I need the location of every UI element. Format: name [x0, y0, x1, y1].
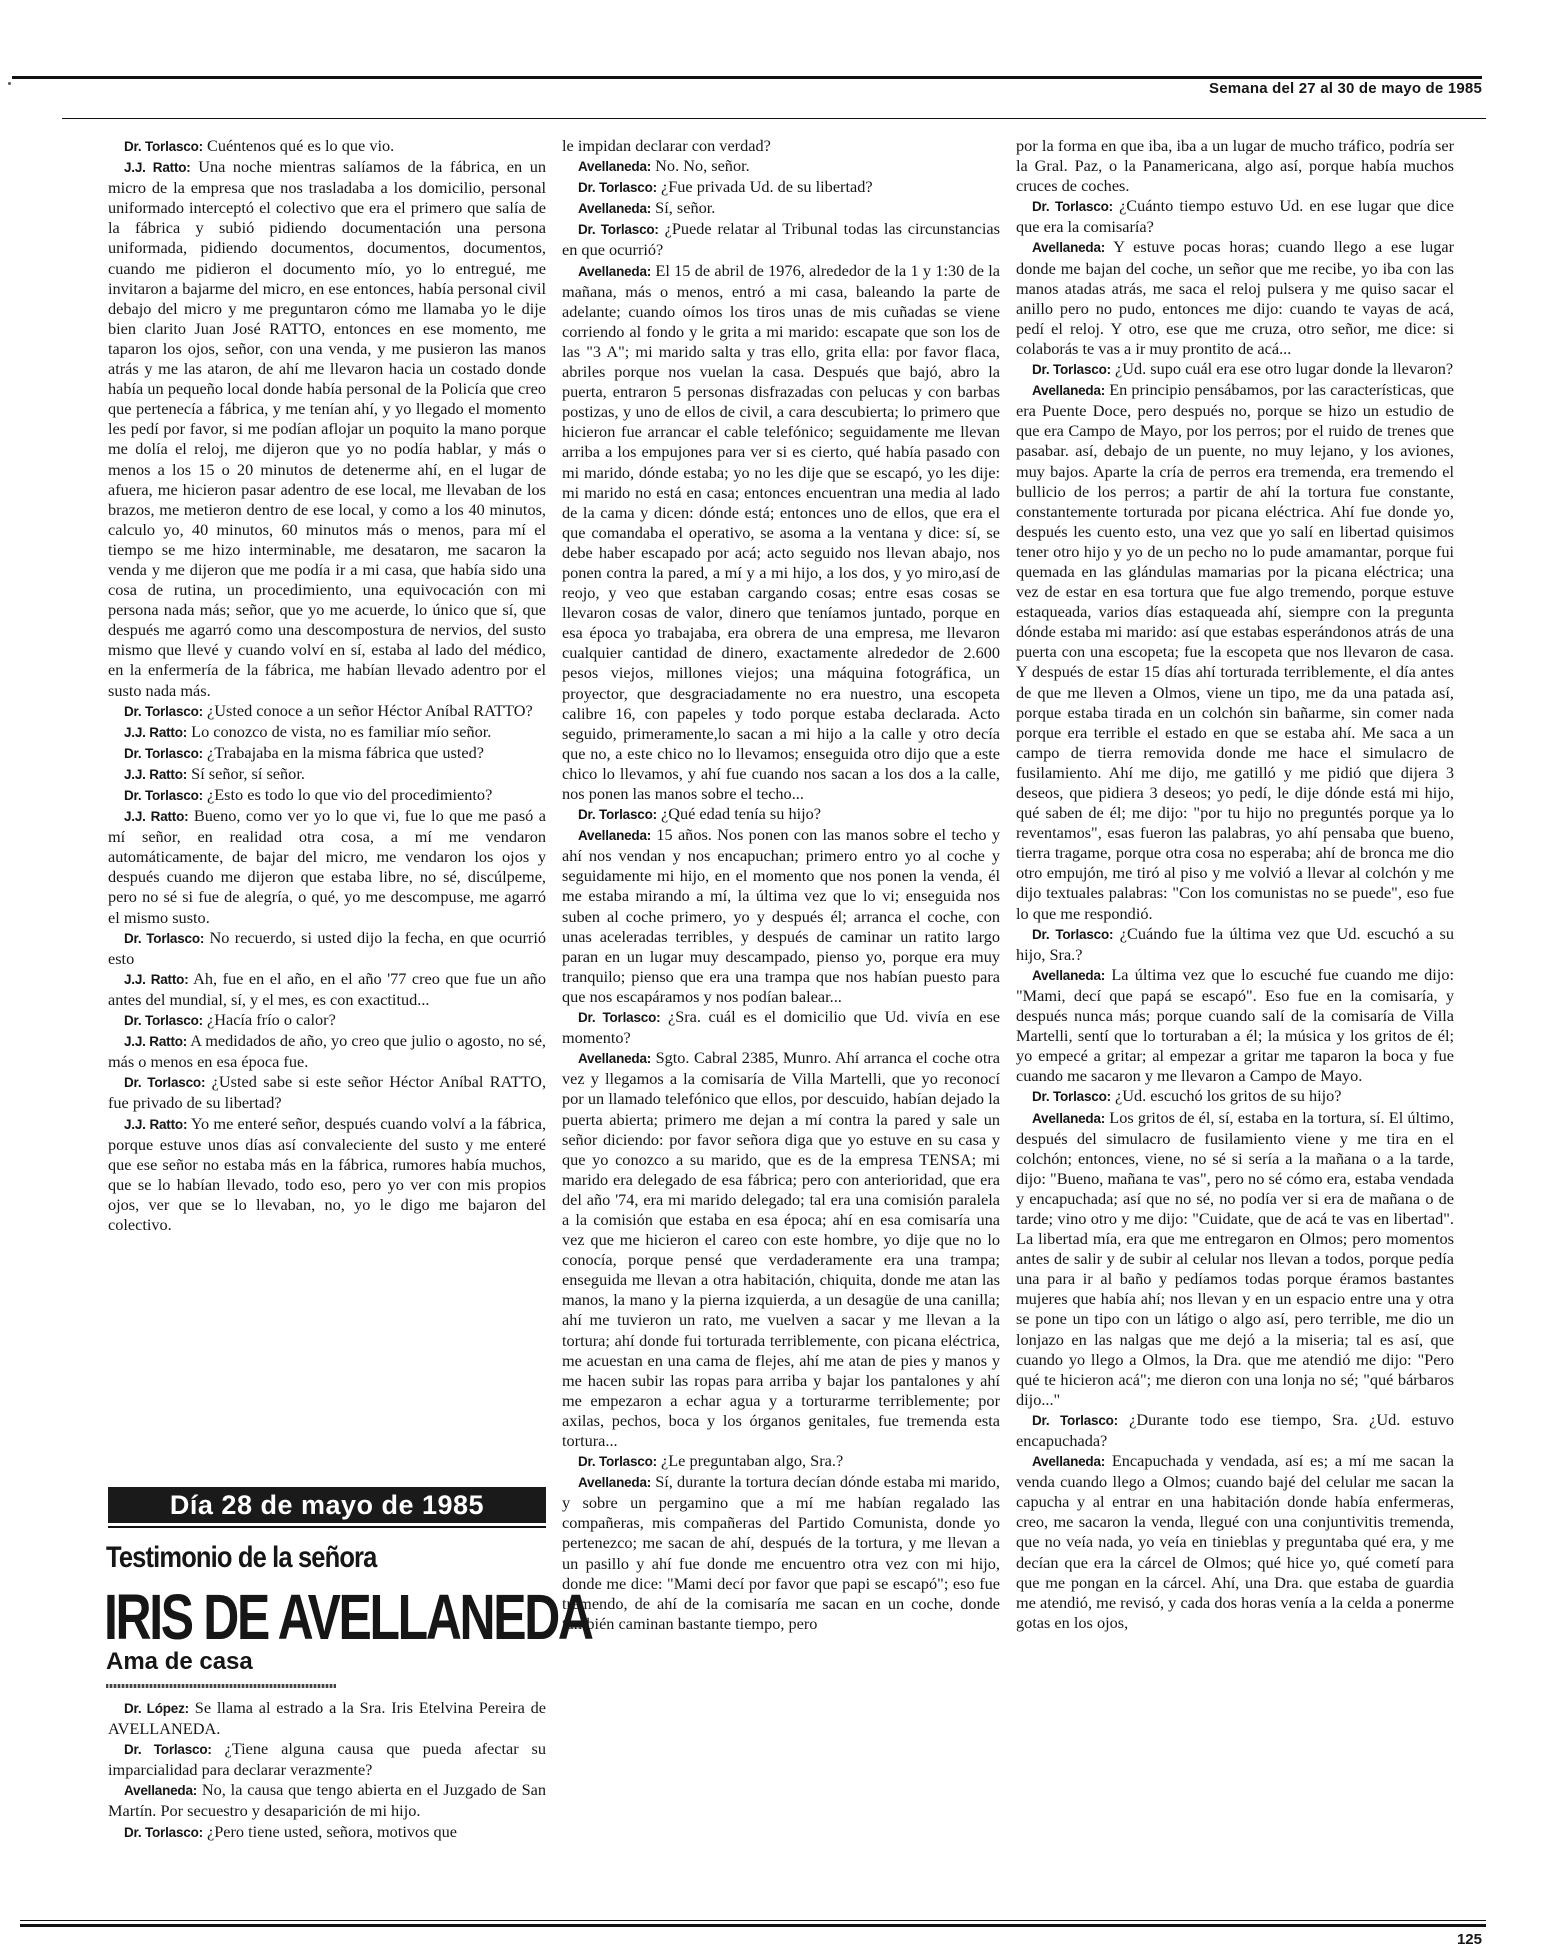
speaker-label: Dr. Torlasco:	[124, 1013, 203, 1029]
speaker-label: Dr. Torlasco:	[124, 1742, 212, 1758]
dialogue-text: No. No, señor.	[655, 156, 750, 176]
dialogue-text: por la forma en que iba, iba a un lugar de mucho tráfico, podría ser la Gral. Paz, o la Panamericana, algo así, porque había muchos cruces de coches.	[1016, 136, 1454, 196]
scan-speck	[8, 82, 11, 85]
speaker-label: Dr. Torlasco:	[124, 1824, 203, 1840]
dialogue-text: ¿Qué edad tenía su hijo?	[661, 804, 822, 824]
speaker-label: Avellaneda:	[124, 1783, 198, 1799]
speaker-label: Dr. Torlasco:	[1032, 362, 1111, 378]
role-bar	[106, 1684, 336, 1688]
dialogue-paragraph	[108, 1114, 546, 1236]
speaker-label: Avellaneda:	[578, 1475, 652, 1491]
dialogue-paragraph	[108, 157, 546, 701]
dialogue-paragraph	[108, 743, 546, 764]
dialogue-text: Encapuchada y vendada, así es; a mí me sacan la venda cuando llego a Olmos; cuando bajé del celular me sacan la capucha y al entrar en una habitación donde había enfermeras, creo, me sacaron la venda, llegué con una conjuntivitis tremenda, que no veía nada, yo veía en tinieblas y preguntaba qué era, y me decían que era la cárcel de Olmos; qué hice yo, qué cometí para que me pongan en la cárcel. Ahí, una Dra. que estaba de guardia me atendió, me revisó, y cada dos horas venía a la celda a ponerme gotas en los ojos,	[1016, 1451, 1454, 1632]
dialogue-paragraph	[1016, 237, 1454, 359]
speaker-label: Dr. Torlasco:	[578, 180, 657, 196]
dialogue-paragraph	[1016, 1410, 1454, 1451]
dialogue-text: ¿Esto es todo lo que vio del procedimiento?	[207, 785, 493, 804]
dialogue-paragraph	[108, 136, 546, 157]
dialogue-text: No recuerdo, si usted dijo la fecha, en que ocurrió esto	[108, 927, 547, 968]
dialogue-paragraph	[108, 928, 546, 969]
witness-name: IRIS DE AVELLANEDA	[104, 1581, 592, 1653]
dialogue-paragraph	[108, 764, 546, 785]
dialogue-text: Ah, fue en el año, en el año '77 creo que fue un año antes del mundial, sí, y el mes, es con exactitud...	[108, 968, 547, 1009]
dialogue-text: Los gritos de él, sí, estaba en la tortura, sí. El último, después del simulacro de fusilamiento viene y me tira en el colchón; entonces, viene, no sé si sería a la mañana o a la tarde, dijo: "Bueno, mañana te vas", pero no sé cómo era, estaba vendada y encapuchada; así que no sé, no podía ver si era de mañana o de tarde; vino otro y me dijo: "Cuidate, que de acá te vas en libertad". La libertad mía, era que me entregaron en Olmos; pero momentos antes de salir y de subir al celular nos llevan a todos, porque pedía una para ir al baño y pedíamos todas porque éramos bastantes mujeres que había ahí; nos llevan y en un espacio entre una y otra se pone un tipo con un látigo o algo así, pero terrible, me dio un lonjazo en las nalgas que me dejó a la miseria; tal es así, que cuando yo llego a Olmos, la Dra. que me atendió me dijo: "Pero qué te hicieron acá"; me dieron con una lonja no sé; "qué bárbaros dijo..."	[1016, 1107, 1454, 1409]
dialogue-paragraph	[108, 1072, 546, 1113]
dialogue-text: A medidados de año, yo creo que julio o agosto, no sé, más o menos en esa época fue.	[108, 1031, 547, 1072]
dialogue-text: La última vez que lo escuché fue cuando me dijo: "Mami, decí que papá se escapó". Eso fue en la comisaría, y después nunca más; porque cuando salí de la comisaría de Villa Martelli, sentí que lo torturaban a él; la música y los gritos de él; yo empecé a gritar; al empezar a gritar me taparon la boca y fue cuando me sacaron y me llevaron a Campo de Mayo.	[1016, 964, 1454, 1086]
dialogue-paragraph	[108, 1739, 546, 1780]
dialogue-text: Sí señor, sí señor.	[191, 763, 305, 783]
dialogue-paragraph	[1016, 924, 1454, 965]
speaker-label: Dr. Torlasco:	[1032, 1412, 1118, 1428]
speaker-label: J.J. Ratto:	[124, 724, 188, 740]
speaker-label: Avellaneda:	[578, 828, 652, 844]
dialogue-text: ¿Trabajaba en la misma fábrica que usted?	[207, 742, 484, 762]
dialogue-text: ¿Sra. cuál es el domicilio que Ud. vivía en ese momento?	[562, 1007, 1001, 1048]
bottom-rule	[20, 1920, 1486, 1921]
dialogue-paragraph	[562, 219, 1000, 260]
dialogue-text: Una noche mientras salíamos de la fábrica, en un micro de la empresa que nos trasladaba a los domicilio, personal uniformado interceptó el colectivo que era el primero que salía de la fábrica y subió pidiendo documentación una persona uniformada, pidiendo documentos, documentos, documentos, cuando me pidieron el documento mío, yo lo entregué, me invitaron a bajarme del micro, en ese entonces, había personal civil debajo del micro y me preguntaron cómo me llamaba yo le dije bien clarito Juan José RATTO, entonces en ese momento, me taparon los ojos, señor, con una venda, y me pusieron las manos atrás y me las ataron, de ahí me llevaron hacia un costado donde había un pequeño local donde había personal de la Policía que creo que pertenecía a fábrica, y me tenían ahí, y yo llegado el momento les pedí por favor, si me podían aflojar un poquito la mano porque me dolía el reloj, me dijeron que yo no podía hablar, y más o menos a los 15 o 20 minutos de detenerme ahí, en el lugar de afuera, me hicieron pasar adentro de ese local, me llevaban de los brazos, me metieron dentro de ese local, y como a los 40 minutos, calculo yo, 40 minutos, 60 minutos más o menos, para mí el tiempo se me hizo interminable, me desataron, me sacaron la venda y me dijeron que me podía ir a mi casa, que había sido una cosa de rutina, un procedimiento, una equivocación con mi persona nada más; señor, que yo me acuerde, lo único que sí, que después me agarró como una descompostura de nervios, del susto mismo que llevé y cuando volví en sí, estaba al lado del médico, en la enfermería de la fábrica, me habían llevado adentro por el susto nada más.	[108, 157, 546, 700]
day-banner: Día 28 de mayo de 1985	[108, 1487, 546, 1523]
dialogue-paragraph	[562, 825, 1000, 1007]
dialogue-paragraph	[562, 1048, 1000, 1451]
speaker-label: Dr. Torlasco:	[578, 1454, 657, 1470]
speaker-label: Dr. Torlasco:	[578, 222, 659, 238]
dialogue-text: Y estuve pocas horas; cuando llego a ese lugar donde me bajan del coche, un señor que me recibe, yo iba con las manos atadas atrás, me saca el reloj pulsera y me quiso sacar el anillo pero no pudo, entonces me dijo: cuando te vayas de acá, pedí el reloj. Y otro, ese que me cruza, otro señor, me dice: si colaborás te vas a ir muy prontito de acá...	[1016, 237, 1454, 358]
speaker-label: Dr. Torlasco:	[124, 930, 205, 946]
dialogue-text: ¿Puede relatar al Tribunal todas las circunstancias en que ocurrió?	[562, 219, 1000, 260]
dialogue-paragraph	[1016, 1086, 1454, 1107]
dialogue-text: ¿Fue privada Ud. de su libertad?	[661, 177, 873, 197]
page-number: 125	[1456, 1931, 1482, 1948]
speaker-label: Dr. Torlasco:	[124, 1075, 206, 1091]
dialogue-text: ¿Usted sabe si este señor Héctor Aníbal RATTO, fue privado de su libertad?	[108, 1072, 547, 1113]
column-3	[1016, 136, 1454, 1916]
dialogue-text: Bueno, como ver yo lo que vi, fue lo que me pasó a mí señor, en realidad otra cosa, a mí me vendaron automáticamente, de bajar del micro, me vendaron los ojos y después cuando me dijeron que estaba libre, no sé, discúlpeme, pero no sé si fue de alegría, o qué, yo me descompuse, me agarró el mismo susto.	[108, 806, 546, 927]
top-rule	[12, 76, 1482, 79]
dialogue-paragraph	[1016, 196, 1454, 237]
dialogue-text: 15 años. Nos ponen con las manos sobre el techo y ahí nos vendan y nos encapuchan; primero entro yo al coche y seguidamente mi hijo, en el momento que nos ponen la venda, él me estaba mirando a mí, la última vez que lo vi; enseguida nos suben al coche primero, yo y después él; arranca el coche, con unas aceleradas terribles, y después de caminar un ratito largo paran en un lugar muy descampado, pienso yo, porque era muy tranquilo; pienso que era una trampa que nos habían puesto para que nos escapáramos y nos podían balear...	[562, 825, 1001, 1006]
dialogue-paragraph	[108, 1822, 546, 1843]
dialogue-text: Sgto. Cabral 2385, Munro. Ahí arranca el coche otra vez y llegamos a la comisaría de Villa Martelli, que yo reconocí por un llamado telefónico que ellos, por descuido, habían dejado la puerta abierta; primero me dejan a mí contra la pared y sale un señor diciendo: por favor señora diga que yo estuve en su casa y que yo conozco a su marido, que es de la empresa TENSA; mi marido era delegado de esa fábrica; pero con anterioridad, que era del año '74, era mi marido delegado; tal era una comisión paralela a la comisión que estaba en esa época; ahí en esa comisaría una vez que me hicieron el careo con este hombre, yo dije que no lo conocía, porque pensé que verdaderamente era una trampa; enseguida me llevan a otra habitación, chiquita, donde me atan las manos, la mano y la pierna izquierda, a un desagüe de una canilla; ahí me tuvieron un rato, me vuelven a sacar y me llevan a la tortura; ahí donde fui torturada terriblemente, con picana eléctrica, me acuestan en una cama de flejes, ahí me atan de pies y manos y me hacen subir las ropas para arriba y bajar los pantalones y ahí me empezaron a echar agua y a torturarme terriblemente; por axilas, pechos, boca y los órganos genitales, fue tremenda esta tortura...	[562, 1048, 1000, 1450]
dialogue-text: En principio pensábamos, por las características, que era Puente Doce, pero después no, porque se hizo un estudio de que era Campo de Mayo, por los perros; por el ruido de trenes que pasabar. así, debajo de un puente, no muy lejano, y los aviones, muy bajos. Aparte la cría de perros era tremenda, era tremendo el bullicio de los perros; a partir de ahí la tortura fue constante, constantemente torturada por picana eléctrica. Ahí fue donde yo, después les cuento esto, una vez que yo salí en libertad quisimos tener otro hijo y yo de un pecho no lo pude amamantar, porque fui quemada en las glándulas mamarias por la picana eléctrica; una vez de estar en esa tortura que fue algo tremendo, porque estuve estaqueada, varios días estaqueada ahí, siempre con la pregunta dónde estaba mi marido: así que estabas esperándonos atrás de una puerta con una escopeta; fue la escopeta que nos llevaron de casa. Y después de estar 15 días ahí torturada terriblemente, el día antes de que me lleven a Olmos, viene un tipo, me da una patada así, porque estaba tirada en un colchón sin bañarme, sin comer nada porque era terrible el estado en que se estaba ahí. Me saca a un campo de tierra removida donde me hace el simulacro de fusilamiento. Ahí me dijo, me gatilló y me pidió que dijera 3 deseos, que pidiera 3 deseos; yo pedí, le dije dónde está mi hijo, qué saben de él; me dijo: "por tu hijo no preguntés porque ya lo reventamos", esas fueron las palabras, yo ahí pensaba que bueno, tierra tragame, porque otra cosa no esperaba; ahí de bronca me dio otro empujón, me tiró al piso y me volvió a llevar al colchón y me dijo textuales palabras: "Con los comunistas no se puede", eso fue lo que me respondió.	[1016, 380, 1454, 923]
speaker-label: Dr. Torlasco:	[578, 1010, 661, 1026]
speaker-label: Avellaneda:	[1032, 1110, 1106, 1126]
dialogue-text: ¿Usted conoce a un señor Héctor Aníbal RATTO?	[207, 700, 533, 720]
dialogue-paragraph	[562, 1472, 1000, 1634]
dialogue-text: ¿Le preguntaban algo, Sra.?	[661, 1451, 844, 1471]
dialogue-text: No, la causa que tengo abierta en el Juzgado de San Martín. Por secuestro y desaparición de mi hijo.	[108, 1780, 546, 1821]
speaker-label: Dr. Torlasco:	[1032, 1089, 1111, 1105]
dialogue-text: ¿Hacía frío o calor?	[207, 1010, 336, 1030]
dialogue-paragraph	[1016, 136, 1454, 196]
dialogue-text: ¿Pero tiene usted, señora, motivos que	[207, 1821, 458, 1841]
dialogue-paragraph	[108, 701, 546, 722]
speaker-label: Avellaneda:	[578, 1051, 652, 1067]
speaker-label: Avellaneda:	[578, 159, 652, 175]
dialogue-paragraph	[562, 1451, 1000, 1472]
header-rule	[62, 118, 1486, 119]
dialogue-paragraph	[108, 722, 546, 743]
dialogue-paragraph	[1016, 1451, 1454, 1633]
speaker-label: J.J. Ratto:	[124, 809, 189, 825]
speaker-label: Avellaneda:	[578, 201, 652, 217]
dialogue-paragraph	[562, 1007, 1000, 1048]
dialogue-text: ¿Cuánto tiempo estuvo Ud. en ese lugar que dice que era la comisaría?	[1016, 196, 1455, 237]
speaker-label: Dr. Torlasco:	[124, 788, 203, 803]
dialogue-paragraph	[1016, 1108, 1454, 1410]
dialogue-paragraph	[108, 785, 546, 806]
speaker-label: J.J. Ratto:	[124, 766, 188, 782]
banner-underline	[108, 1526, 546, 1528]
dialogue-text: ¿Ud. supo cuál era ese otro lugar donde la llevaron?	[1115, 359, 1454, 379]
speaker-label: Avellaneda:	[1032, 967, 1106, 983]
speaker-label: Dr. Torlasco:	[124, 703, 203, 719]
speaker-label: J.J. Ratto:	[124, 1116, 188, 1132]
dialogue-paragraph	[562, 156, 1000, 177]
speaker-label: Dr. Torlasco:	[124, 139, 203, 154]
dialogue-paragraph	[108, 806, 546, 928]
dialogue-text: Se llama al estrado a la Sra. Iris Etelvina Pereira de AVELLANEDA.	[108, 1698, 546, 1739]
dialogue-paragraph	[108, 1010, 546, 1031]
dialogue-text: le impidan declarar con verdad?	[562, 136, 771, 155]
dialogue-text: Sí, señor.	[655, 198, 716, 218]
bottom-rule-thick	[20, 1924, 1486, 1927]
dialogue-text: El 15 de abril de 1976, alrededor de la 1 y 1:30 de la mañana, más o menos, entró a mi casa, baleando la parte de adelante; cuando oímos los tiros unas de mis cuñadas se viene corriendo al fondo y le grita a mi marido: escapate que son los de las "3 A"; mi marido salta y tras ello, grita ella: por favor flaca, abriles porque nos vuelan la casa. Después que bajó, abro la puerta, entraron 5 personas disfrazadas con pelucas y con barbas postizas, y uno de ellos de civil, a cara descubierta; lo primero que hicieron fue arrancar el cable telefónico; seguidamente me llevan arriba a los empujones para ver si es cierto, qué había pasado con mi marido, dónde estaba; yo no les dije que se escapó, yo les dije: mi marido no está en casa; entonces encuentran una media al lado de la cama y dicen: dónde está; entonces uno de ellos, que era el que comandaba el operativo, se asoma a la ventana y dice: sí, se debe haber escapado por acá; acto seguido nos llevan abajo, nos ponen contra la pared, a mí y a mi hijo, a los dos, y yo miro,así de reojo, y veo que estaban cargando cosas; entre esas cosas se llevaron cosas de valor, dinero que teníamos juntado, porque en esa época yo trabajaba, era obrera de una empresa, me llevaron cualquier cantidad de dinero, exactamente alrededor de 2.600 pesos viejos, millones viejos; una máquina fotográfica, un proyector, que desgraciadamente no era nuestro, una escopeta calibre 16, con papeles y todo porque estaba declarada. Acto seguido, primeramente,lo sacan a mi hijo a la calle y otro decía que no, a este chico no lo llevamos; enseguida otro dijo que a este chico lo llevamos, y ahí fue cuando nos sacan a los dos a la calle, nos ponen las manos sobre el techo...	[562, 260, 1001, 803]
dialogue-paragraph	[108, 1698, 546, 1739]
dialogue-paragraph	[562, 804, 1000, 825]
dialogue-paragraph	[562, 177, 1000, 198]
dialogue-text: Sí, durante la tortura decían dónde estaba mi marido, y sobre un pergamino que a mí me habían regalado las compañeras, mis compañeras del Partido Comunista, donde yo pertenezco; me sacan de ahí, después de la tortura, y me llevan a un pasillo y ahí fue donde me encuentro otra vez con mi hijo, donde me dice: "Mami decí por favor que papi se escapó"; eso fue tremendo, de ahí de la comisaría me sacan en un coche, donde también caminan bastante tiempo, pero	[562, 1472, 1000, 1633]
dialogue-text: Cuéntenos qué es lo que vio.	[207, 136, 395, 155]
dialogue-text: ¿Cuándo fue la última vez que Ud. escuchó a su hijo, Sra.?	[1016, 923, 1455, 964]
column-2	[562, 136, 1000, 1916]
dialogue-text: ¿Durante todo ese tiempo, Sra. ¿Ud. estuvo encapuchada?	[1016, 1409, 1454, 1450]
dialogue-paragraph	[108, 1031, 546, 1072]
dialogue-paragraph	[1016, 359, 1454, 380]
testimony-intro	[108, 1698, 546, 1918]
dialogue-paragraph	[108, 1780, 546, 1821]
speaker-label: Dr. Torlasco:	[578, 807, 657, 823]
dialogue-paragraph	[562, 198, 1000, 219]
speaker-label: Dr. Torlasco:	[1032, 926, 1114, 942]
column-1	[108, 136, 546, 1436]
speaker-label: J.J. Ratto:	[124, 160, 191, 176]
speaker-label: Dr. Torlasco:	[1032, 199, 1113, 215]
dialogue-paragraph	[108, 969, 546, 1010]
speaker-label: J.J. Ratto:	[124, 1034, 188, 1050]
witness-role: Ama de casa	[106, 1648, 253, 1675]
dialogue-text: ¿Ud. escuchó los gritos de su hijo?	[1115, 1086, 1342, 1106]
dialogue-paragraph	[562, 261, 1000, 805]
speaker-label: Dr. Torlasco:	[124, 745, 203, 761]
speaker-label: Avellaneda:	[578, 263, 652, 279]
dialogue-text: ¿Tiene alguna causa que pueda afectar su imparcialidad para declarar verazmente?	[108, 1739, 546, 1780]
dialogue-paragraph	[562, 136, 1000, 156]
speaker-label: Avellaneda:	[1032, 383, 1106, 399]
dialogue-paragraph	[1016, 380, 1454, 924]
speaker-label: J.J. Ratto:	[124, 971, 189, 987]
dialogue-paragraph	[1016, 965, 1454, 1087]
header-date: Semana del 27 al 30 de mayo de 1985	[1209, 80, 1482, 97]
dialogue-text: Yo me enteré señor, después cuando volví a la fábrica, porque estuve unos días así convaleciente del susto y me enteré que ese señor no estaba más en la fábrica, rumores había muchos, que se lo habían llevado, todo eso, pero yo ver con mis propios ojos, ver que se lo llevaban, no, yo le digo me bajaron del colectivo.	[108, 1113, 547, 1234]
dialogue-text: Lo conozco de vista, no es familiar mío señor.	[191, 721, 492, 741]
speaker-label: Avellaneda:	[1032, 240, 1106, 256]
speaker-label: Avellaneda:	[1032, 1454, 1106, 1470]
speaker-label: Dr. López:	[124, 1701, 189, 1716]
testimony-title: Testimonio de la señora	[106, 1541, 377, 1574]
